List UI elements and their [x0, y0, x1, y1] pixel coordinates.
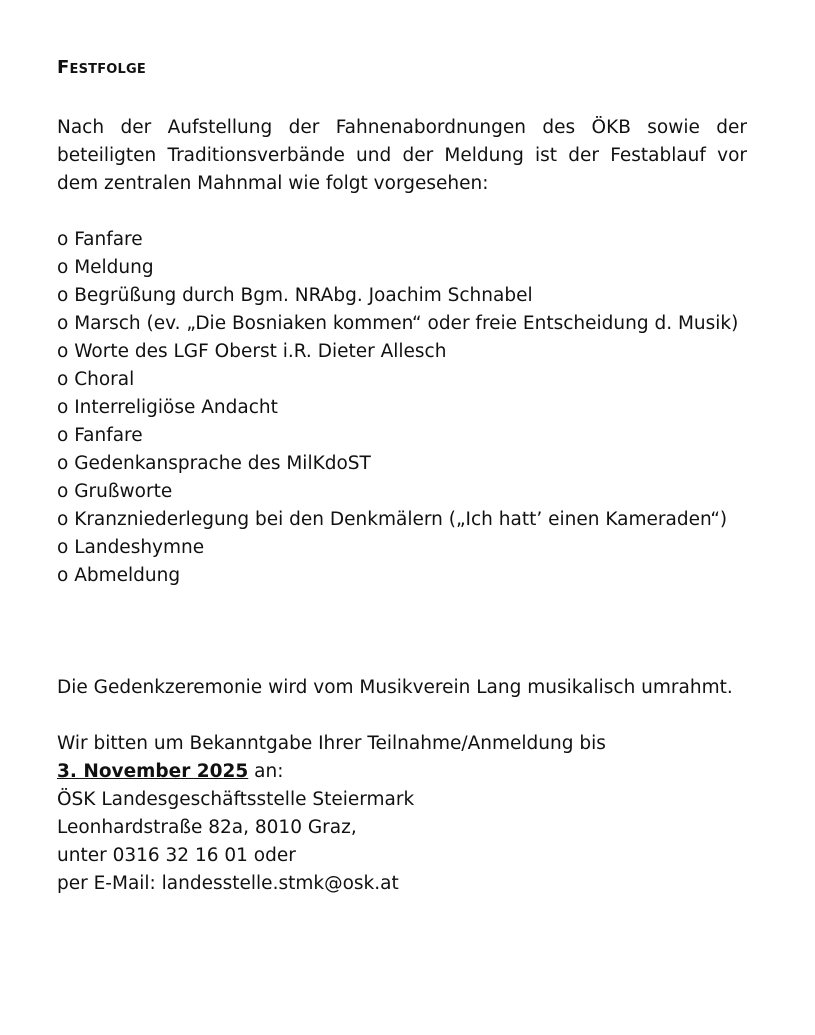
registration-block: [57, 730, 747, 898]
registration-request: Wir bitten um Bekanntgabe Ihrer Teilnahme/Anmeldung bis: [57, 733, 606, 754]
program-item-marsch: o Marsch (ev. „Die Bosniaken kommen“ oder freie Entscheidung d. Musik): [57, 313, 739, 334]
registration-email: per E-Mail: landesstelle.stmk@osk.at: [57, 873, 399, 894]
program-item-choral: o Choral: [57, 369, 135, 390]
program-item-fanfare-2: o Fanfare: [57, 425, 143, 446]
music-note-paragraph: Die Gedenkzeremonie wird vom Musikverein Lang musikalisch umrahmt.: [57, 677, 733, 698]
registration-deadline-suffix: an:: [248, 761, 284, 782]
program-list: [57, 226, 747, 590]
program-item-abmeldung: o Abmeldung: [57, 565, 181, 586]
program-item-andacht: o Interreligiöse Andacht: [57, 397, 278, 418]
program-item-grussworte: o Grußworte: [57, 481, 173, 502]
registration-deadline-line: [57, 758, 747, 786]
program-item-meldung: o Meldung: [57, 257, 154, 278]
document-page: [57, 54, 747, 898]
document-heading: Festfolge: [57, 57, 146, 78]
program-item-worte: o Worte des LGF Oberst i.R. Dieter Allesch: [57, 341, 447, 362]
program-item-landeshymne: o Landeshymne: [57, 537, 205, 558]
registration-office: ÖSK Landesgeschäftsstelle Steiermark: [57, 789, 415, 810]
program-item-begruessung: o Begrüßung durch Bgm. NRAbg. Joachim Schnabel: [57, 285, 533, 306]
registration-phone: unter 0316 32 16 01 oder: [57, 845, 296, 866]
program-item-kranzniederlegung: o Kranzniederlegung bei den Denkmälern („Ich hatt’ einen Kameraden“): [57, 509, 728, 530]
program-item-gedenkansprache: o Gedenkansprache des MilKdoST: [57, 453, 371, 474]
intro-paragraph: Nach der Aufstellung der Fahnenabordnungen des ÖKB sowie der beteiligten Traditionsverbände und der Meldung ist der Festablauf vor dem zentralen Mahnmal wie folgt vorgesehen:: [57, 117, 747, 194]
program-item-fanfare: o Fanfare: [57, 229, 143, 250]
registration-deadline: 3. November 2025: [57, 761, 249, 782]
registration-address: Leonhardstraße 82a, 8010 Graz,: [57, 817, 357, 838]
